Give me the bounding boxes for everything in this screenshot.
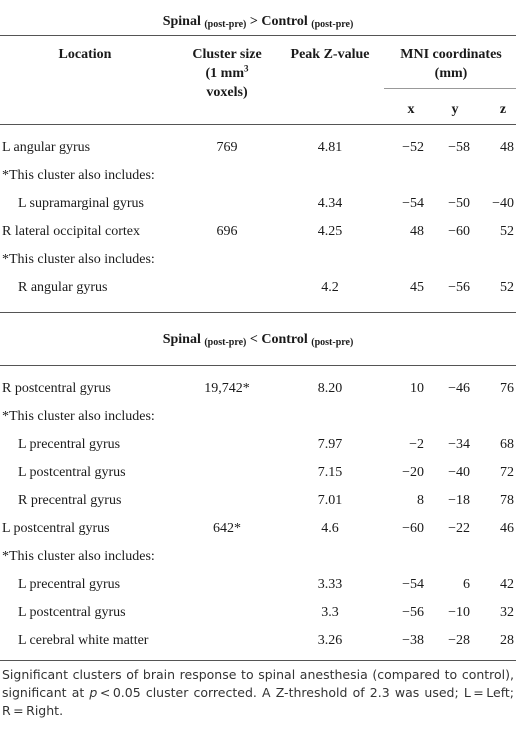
cell-location: R postcentral gyrus bbox=[2, 381, 111, 396]
cell-y: −28 bbox=[448, 633, 470, 648]
cell-peak-z: 8.20 bbox=[317, 381, 343, 396]
cell-z: 78 bbox=[500, 493, 514, 508]
cell-location: *This cluster also includes: bbox=[2, 549, 155, 564]
cell-peak-z: 4.25 bbox=[317, 224, 343, 239]
cell-location: R lateral occipital cortex bbox=[2, 224, 140, 239]
header-location: Location bbox=[58, 47, 112, 62]
cell-z: 72 bbox=[500, 465, 514, 480]
cell-location: L angular gyrus bbox=[2, 140, 91, 155]
cell-z: 76 bbox=[500, 381, 514, 396]
table-footnote: Significant clusters of brain response to spinal anesthesia (compared to control), significant at p < 0.05 cluster corrected. A Z-threshold of 2.3 was used; L = Left; R = Right. bbox=[2, 667, 514, 718]
cell-z: 28 bbox=[500, 633, 514, 648]
header-z: z bbox=[499, 102, 507, 117]
cell-z: 68 bbox=[500, 437, 514, 452]
cell-y: −10 bbox=[448, 605, 470, 620]
cell-peak-z: 4.81 bbox=[317, 140, 343, 155]
cell-cluster-size: 696 bbox=[216, 224, 238, 239]
cell-location: *This cluster also includes: bbox=[2, 409, 155, 424]
cell-peak-z: 7.01 bbox=[317, 493, 343, 508]
cell-location: L postcentral gyrus bbox=[18, 465, 126, 480]
cell-location: R angular gyrus bbox=[18, 280, 108, 295]
cell-x: −38 bbox=[402, 633, 424, 648]
cell-x: 8 bbox=[417, 493, 424, 508]
cell-z: 52 bbox=[500, 224, 514, 239]
cell-z: −40 bbox=[492, 196, 514, 211]
cell-x: 45 bbox=[410, 280, 424, 295]
cell-y: −40 bbox=[448, 465, 470, 480]
cell-location: L postcentral gyrus bbox=[2, 521, 110, 536]
cell-peak-z: 3.33 bbox=[317, 577, 343, 592]
cell-location: *This cluster also includes: bbox=[2, 168, 155, 183]
cell-x: −52 bbox=[402, 140, 424, 155]
cell-z: 48 bbox=[500, 140, 514, 155]
cell-z: 42 bbox=[500, 577, 514, 592]
header-y: y bbox=[451, 102, 459, 117]
divider bbox=[0, 35, 516, 36]
cell-cluster-size: 642* bbox=[213, 521, 241, 536]
cell-location: L precentral gyrus bbox=[18, 437, 121, 452]
cell-x: −54 bbox=[402, 577, 424, 592]
cell-x: −20 bbox=[402, 465, 424, 480]
cell-y: −56 bbox=[448, 280, 470, 295]
section1-title: Spinal (post-pre) > Control (post-pre) bbox=[162, 14, 354, 30]
header-mni: MNI coordinates (mm) bbox=[400, 47, 502, 81]
cell-cluster-size: 19,742* bbox=[204, 381, 250, 396]
mni-divider bbox=[384, 88, 516, 89]
cell-z: 46 bbox=[500, 521, 514, 536]
cell-location: *This cluster also includes: bbox=[2, 252, 155, 267]
cell-y: −60 bbox=[448, 224, 470, 239]
cell-peak-z: 4.6 bbox=[321, 521, 339, 536]
divider bbox=[0, 124, 516, 125]
header-peak-z: Peak Z-value bbox=[290, 47, 370, 62]
section2-title: Spinal (post-pre) < Control (post-pre) bbox=[162, 332, 354, 348]
cell-peak-z: 7.97 bbox=[317, 437, 343, 452]
cell-y: −18 bbox=[448, 493, 470, 508]
cell-location: L postcentral gyrus bbox=[18, 605, 126, 620]
cell-location: R precentral gyrus bbox=[18, 493, 122, 508]
cell-cluster-size: 769 bbox=[216, 140, 238, 155]
cell-location: L supramarginal gyrus bbox=[18, 196, 144, 211]
cell-location: L precentral gyrus bbox=[18, 577, 121, 592]
header-cluster-size: Cluster size (1 $mm^3$ voxels) bbox=[192, 47, 262, 100]
cell-x: −56 bbox=[402, 605, 424, 620]
cell-y: −46 bbox=[448, 381, 470, 396]
cell-y: 6 bbox=[463, 577, 470, 592]
cell-z: 52 bbox=[500, 280, 514, 295]
cell-y: −34 bbox=[448, 437, 470, 452]
divider bbox=[0, 312, 516, 313]
cell-location: L cerebral white matter bbox=[18, 633, 149, 648]
cell-peak-z: 7.15 bbox=[317, 465, 343, 480]
cell-z: 32 bbox=[500, 605, 514, 620]
cell-x: −54 bbox=[402, 196, 424, 211]
cell-y: −50 bbox=[448, 196, 470, 211]
cell-peak-z: 3.3 bbox=[321, 605, 339, 620]
cell-y: −58 bbox=[448, 140, 470, 155]
cell-peak-z: 4.34 bbox=[317, 196, 343, 211]
cell-peak-z: 3.26 bbox=[317, 633, 343, 648]
cell-x: 10 bbox=[410, 381, 424, 396]
divider bbox=[0, 365, 516, 366]
cell-x: −60 bbox=[402, 521, 424, 536]
cell-peak-z: 4.2 bbox=[321, 280, 339, 295]
cell-x: 48 bbox=[410, 224, 424, 239]
divider bbox=[0, 660, 516, 661]
cell-x: −2 bbox=[409, 437, 424, 452]
cell-y: −22 bbox=[448, 521, 470, 536]
header-x: x bbox=[407, 102, 415, 117]
